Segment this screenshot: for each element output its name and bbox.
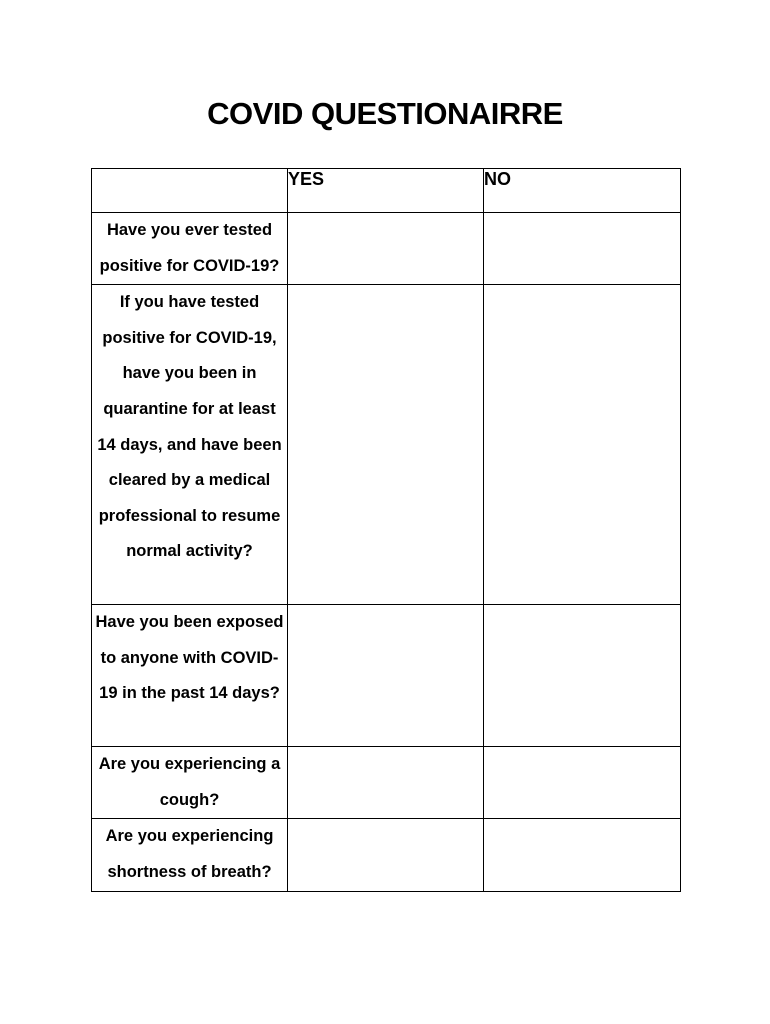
yes-answer-cell[interactable] — [288, 747, 484, 819]
question-text: Have you ever tested positive for COVID-19? — [92, 213, 288, 285]
question-text: Are you experiencing shortness of breath? — [92, 819, 288, 891]
table-row — [92, 285, 681, 605]
yes-answer-cell[interactable] — [288, 819, 484, 891]
page-title: COVID QUESTIONAIRRE — [207, 96, 563, 131]
table-row — [92, 213, 681, 285]
yes-column-header: YES — [288, 169, 484, 213]
no-answer-cell[interactable] — [484, 747, 681, 819]
table-row — [92, 819, 681, 891]
table-row — [92, 605, 681, 747]
table-row — [92, 747, 681, 819]
no-answer-cell[interactable] — [484, 605, 681, 747]
yes-answer-cell[interactable] — [288, 285, 484, 605]
no-answer-cell[interactable] — [484, 213, 681, 285]
question-text: If you have tested positive for COVID-19, have you been in quarantine for at least 14 days, and have been cleared by a medical professional to resume normal activity? — [92, 285, 288, 605]
yes-answer-cell[interactable] — [288, 605, 484, 747]
no-answer-cell[interactable] — [484, 819, 681, 891]
header-row — [92, 169, 681, 213]
no-column-header: NO — [484, 169, 681, 213]
question-text: Have you been exposed to anyone with COVID-19 in the past 14 days? — [92, 605, 288, 747]
question-column-header — [92, 169, 288, 213]
no-answer-cell[interactable] — [484, 285, 681, 605]
questionnaire-table — [91, 168, 681, 892]
question-text: Are you experiencing a cough? — [92, 747, 288, 819]
yes-answer-cell[interactable] — [288, 213, 484, 285]
